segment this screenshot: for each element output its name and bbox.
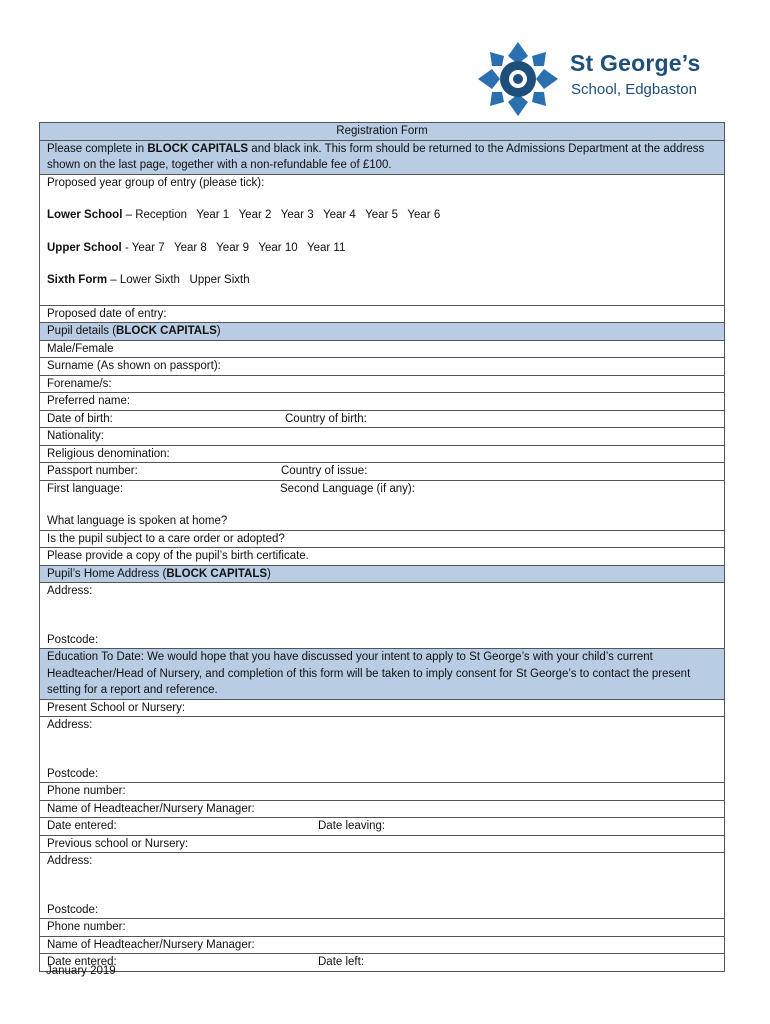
present-address-label: Address: bbox=[47, 719, 93, 731]
sex-field[interactable]: Male/Female bbox=[40, 340, 724, 358]
home-address-header: Pupil’s Home Address (BLOCK CAPITALS) bbox=[40, 565, 724, 583]
upper-school-options[interactable]: Upper School - Year 7 Year 8 Year 9 Year 10 Year 11 bbox=[47, 241, 346, 254]
nationality-field[interactable]: Nationality: bbox=[40, 427, 724, 445]
registration-form bbox=[39, 122, 725, 972]
religion-field[interactable]: Religious denomination: bbox=[40, 445, 724, 463]
sixth-form-options[interactable]: Sixth Form – Lower Sixth Upper Sixth bbox=[47, 274, 250, 286]
form-title: Registration Form bbox=[40, 123, 724, 140]
form-intro: Please complete in BLOCK CAPITALS and black ink. This form should be returned to the Admissions Department at the address shown on the last page, together with a non-refundable fee of £100. bbox=[40, 140, 724, 174]
previous-address-label: Address: bbox=[47, 855, 93, 867]
previous-postcode-label: Postcode: bbox=[47, 903, 99, 916]
preferred-name-field[interactable]: Preferred name: bbox=[40, 392, 724, 410]
second-language-field[interactable]: Second Language (if any): bbox=[280, 482, 415, 495]
present-postcode-label: Postcode: bbox=[47, 767, 99, 780]
school-crest-icon bbox=[476, 40, 560, 118]
previous-school-field[interactable]: Previous school or Nursery: bbox=[40, 835, 724, 853]
year-group-field[interactable] bbox=[40, 174, 724, 305]
footer-date: January 2019 bbox=[46, 965, 116, 977]
year-group-prompt: Proposed year group of entry (please tick): bbox=[47, 176, 265, 189]
passport-row[interactable] bbox=[40, 462, 724, 480]
surname-field[interactable]: Surname (As shown on passport): bbox=[40, 357, 724, 375]
home-address-field[interactable] bbox=[40, 582, 724, 648]
previous-dates-row[interactable] bbox=[40, 953, 724, 971]
birth-certificate-note: Please provide a copy of the pupil’s birth certificate. bbox=[40, 547, 724, 565]
dob-row[interactable] bbox=[40, 410, 724, 428]
education-header: Education To Date: We would hope that you have discussed your intent to apply to St George’s with your child’s current Headteacher/Head of Nursery, and completion of this form will be taken to imply consent for St George’s to contact the present setting for a report and reference. bbox=[40, 648, 724, 699]
present-date-entered-field[interactable]: Date entered: bbox=[47, 820, 117, 832]
present-dates-row[interactable] bbox=[40, 817, 724, 835]
country-of-issue-field[interactable]: Country of issue: bbox=[281, 465, 368, 477]
home-address-label: Address: bbox=[47, 585, 93, 597]
passport-field[interactable]: Passport number: bbox=[47, 465, 138, 477]
present-phone-field[interactable]: Phone number: bbox=[40, 782, 724, 800]
country-of-birth-field[interactable]: Country of birth: bbox=[285, 412, 367, 425]
first-language-field[interactable]: First language: bbox=[47, 482, 124, 495]
previous-head-field[interactable]: Name of Headteacher/Nursery Manager: bbox=[40, 936, 724, 954]
previous-address-field[interactable] bbox=[40, 852, 724, 918]
care-order-field[interactable]: Is the pupil subject to a care order or adopted? bbox=[40, 530, 724, 548]
previous-phone-field[interactable]: Phone number: bbox=[40, 918, 724, 936]
school-logo bbox=[476, 40, 726, 118]
present-address-field[interactable] bbox=[40, 716, 724, 782]
home-postcode-label: Postcode: bbox=[47, 633, 99, 646]
logo-subtitle: School, Edgbaston bbox=[571, 81, 697, 98]
present-school-field[interactable]: Present School or Nursery: bbox=[40, 699, 724, 717]
dob-field[interactable]: Date of birth: bbox=[47, 412, 113, 425]
previous-date-left-field[interactable]: Date left: bbox=[318, 956, 365, 968]
forenames-field[interactable]: Forename/s: bbox=[40, 375, 724, 393]
present-date-leaving-field[interactable]: Date leaving: bbox=[318, 820, 386, 832]
proposed-date-field[interactable]: Proposed date of entry: bbox=[40, 305, 724, 323]
previous-date-entered-field[interactable]: Date entered: bbox=[47, 956, 117, 968]
present-head-field[interactable]: Name of Headteacher/Nursery Manager: bbox=[40, 800, 724, 818]
logo-title: St George’s bbox=[570, 50, 701, 76]
home-language-field[interactable]: What language is spoken at home? bbox=[47, 515, 228, 527]
pupil-details-header: Pupil details (BLOCK CAPITALS) bbox=[40, 322, 724, 340]
lower-school-options[interactable]: Lower School – Reception Year 1 Year 2 Year 3 Year 4 Year 5 Year 6 bbox=[47, 209, 441, 221]
language-row[interactable] bbox=[40, 480, 724, 530]
